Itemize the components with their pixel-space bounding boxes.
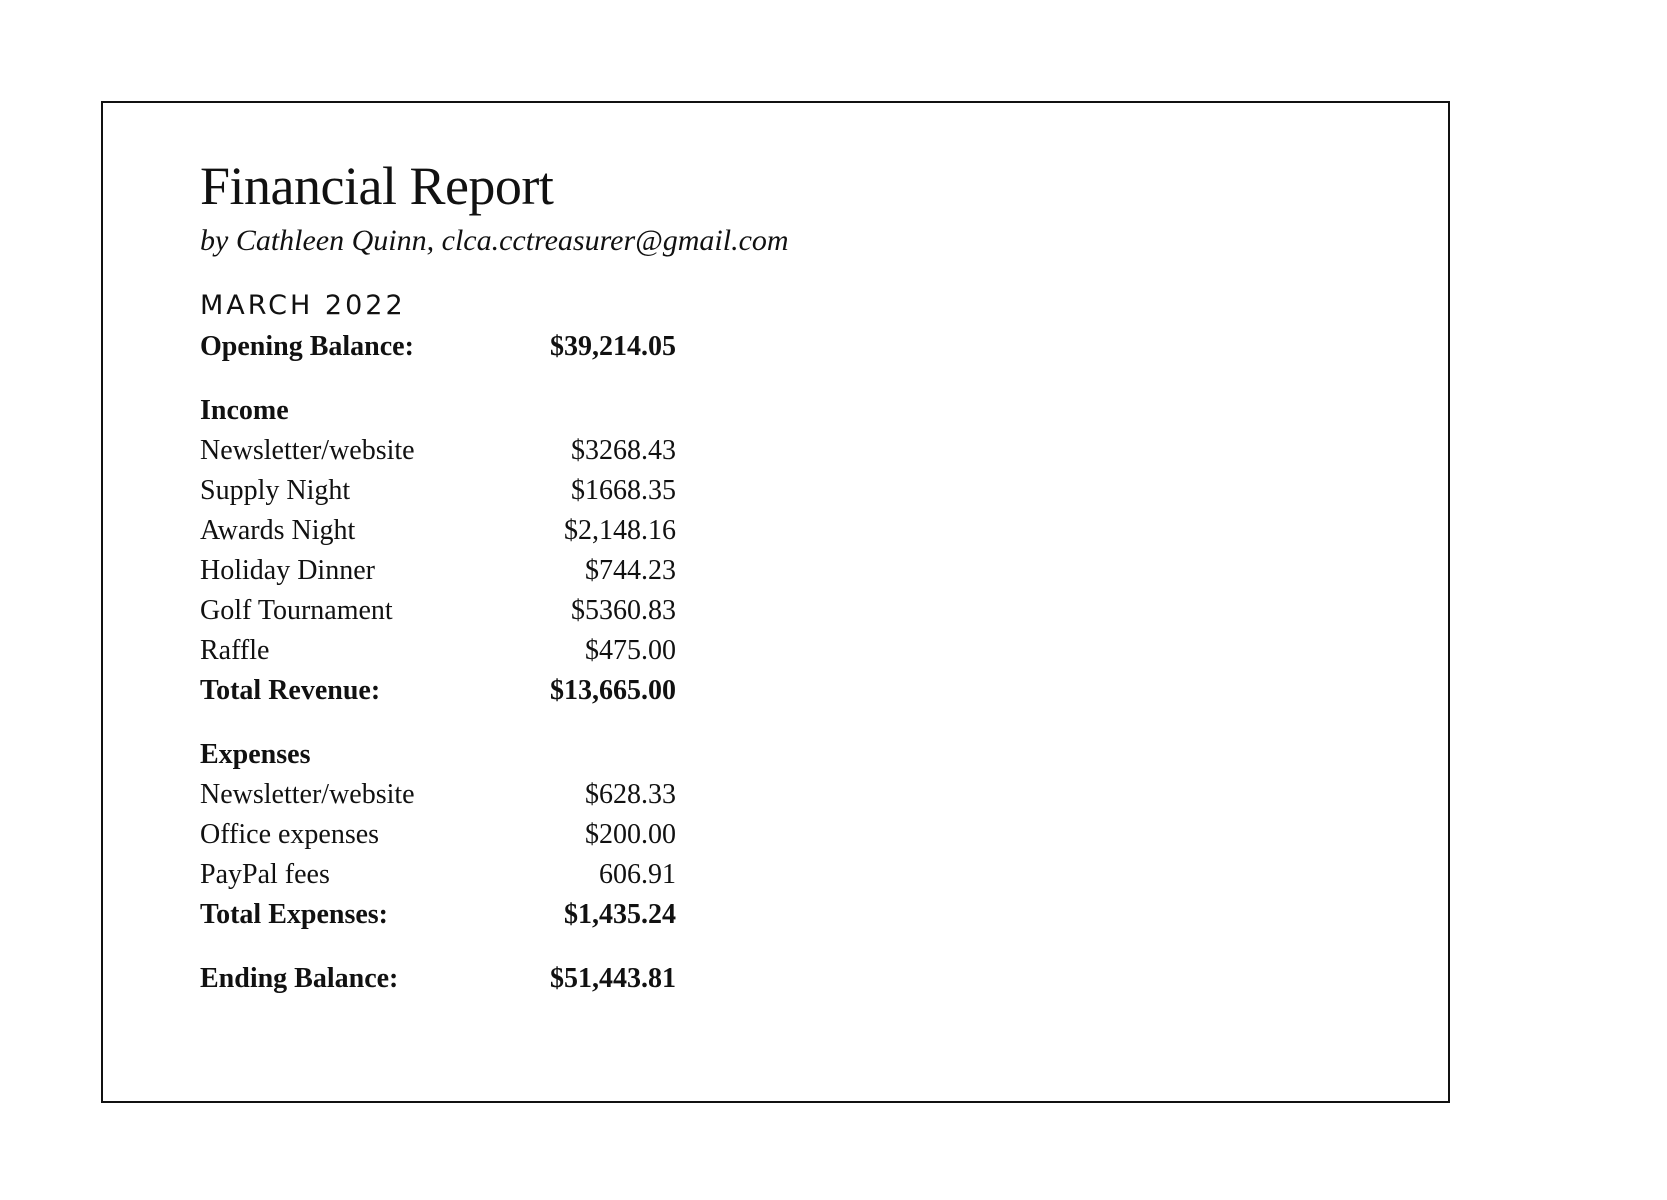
expense-item-label: Newsletter/website [200,779,415,810]
income-item-amount: $5360.83 [571,595,676,626]
opening-balance-row [200,327,676,367]
report-byline: by Cathleen Quinn, clca.cctreasurer@gmail.com [200,224,789,257]
ending-balance-amount: $51,443.81 [550,963,676,994]
total-expenses-amount: $1,435.24 [564,899,676,930]
income-row [200,551,676,591]
income-row [200,591,676,631]
expense-item-amount: $628.33 [585,779,676,810]
income-item-amount: $744.23 [585,555,676,586]
income-row [200,631,676,671]
spacer [200,711,900,735]
spacer [200,367,900,391]
expense-item-amount: $200.00 [585,819,676,850]
income-item-label: Awards Night [200,515,356,546]
income-item-label: Holiday Dinner [200,555,375,586]
ending-balance-label: Ending Balance: [200,963,399,994]
income-item-amount: $1668.35 [571,475,676,506]
income-row [200,431,676,471]
income-row [200,471,676,511]
income-item-amount: $2,148.16 [564,515,676,546]
income-item-label: Golf Tournament [200,595,393,626]
ending-balance-row [200,959,676,999]
income-heading: Income [200,395,289,426]
expenses-heading: Expenses [200,739,311,770]
expense-row [200,815,676,855]
total-revenue-row [200,671,676,711]
income-item-amount: $3268.43 [571,435,676,466]
expense-item-label: PayPal fees [200,859,330,890]
total-expenses-label: Total Expenses: [200,899,389,930]
total-expenses-row [200,895,676,935]
expense-row [200,775,676,815]
opening-balance-label: Opening Balance: [200,331,414,362]
income-item-label: Supply Night [200,475,351,506]
total-revenue-amount: $13,665.00 [550,675,676,706]
expense-item-label: Office expenses [200,819,380,850]
report-content [200,155,900,999]
total-revenue-label: Total Revenue: [200,675,381,706]
expense-item-amount: 606.91 [599,859,676,890]
report-title: Financial Report [200,156,554,216]
spacer [200,935,900,959]
opening-balance-amount: $39,214.05 [550,331,676,362]
income-item-amount: $475.00 [585,635,676,666]
income-item-label: Raffle [200,635,270,666]
report-period: MARCH 2022 [200,290,406,321]
income-item-label: Newsletter/website [200,435,415,466]
expense-row [200,855,676,895]
income-row [200,511,676,551]
report-frame [101,101,1450,1103]
